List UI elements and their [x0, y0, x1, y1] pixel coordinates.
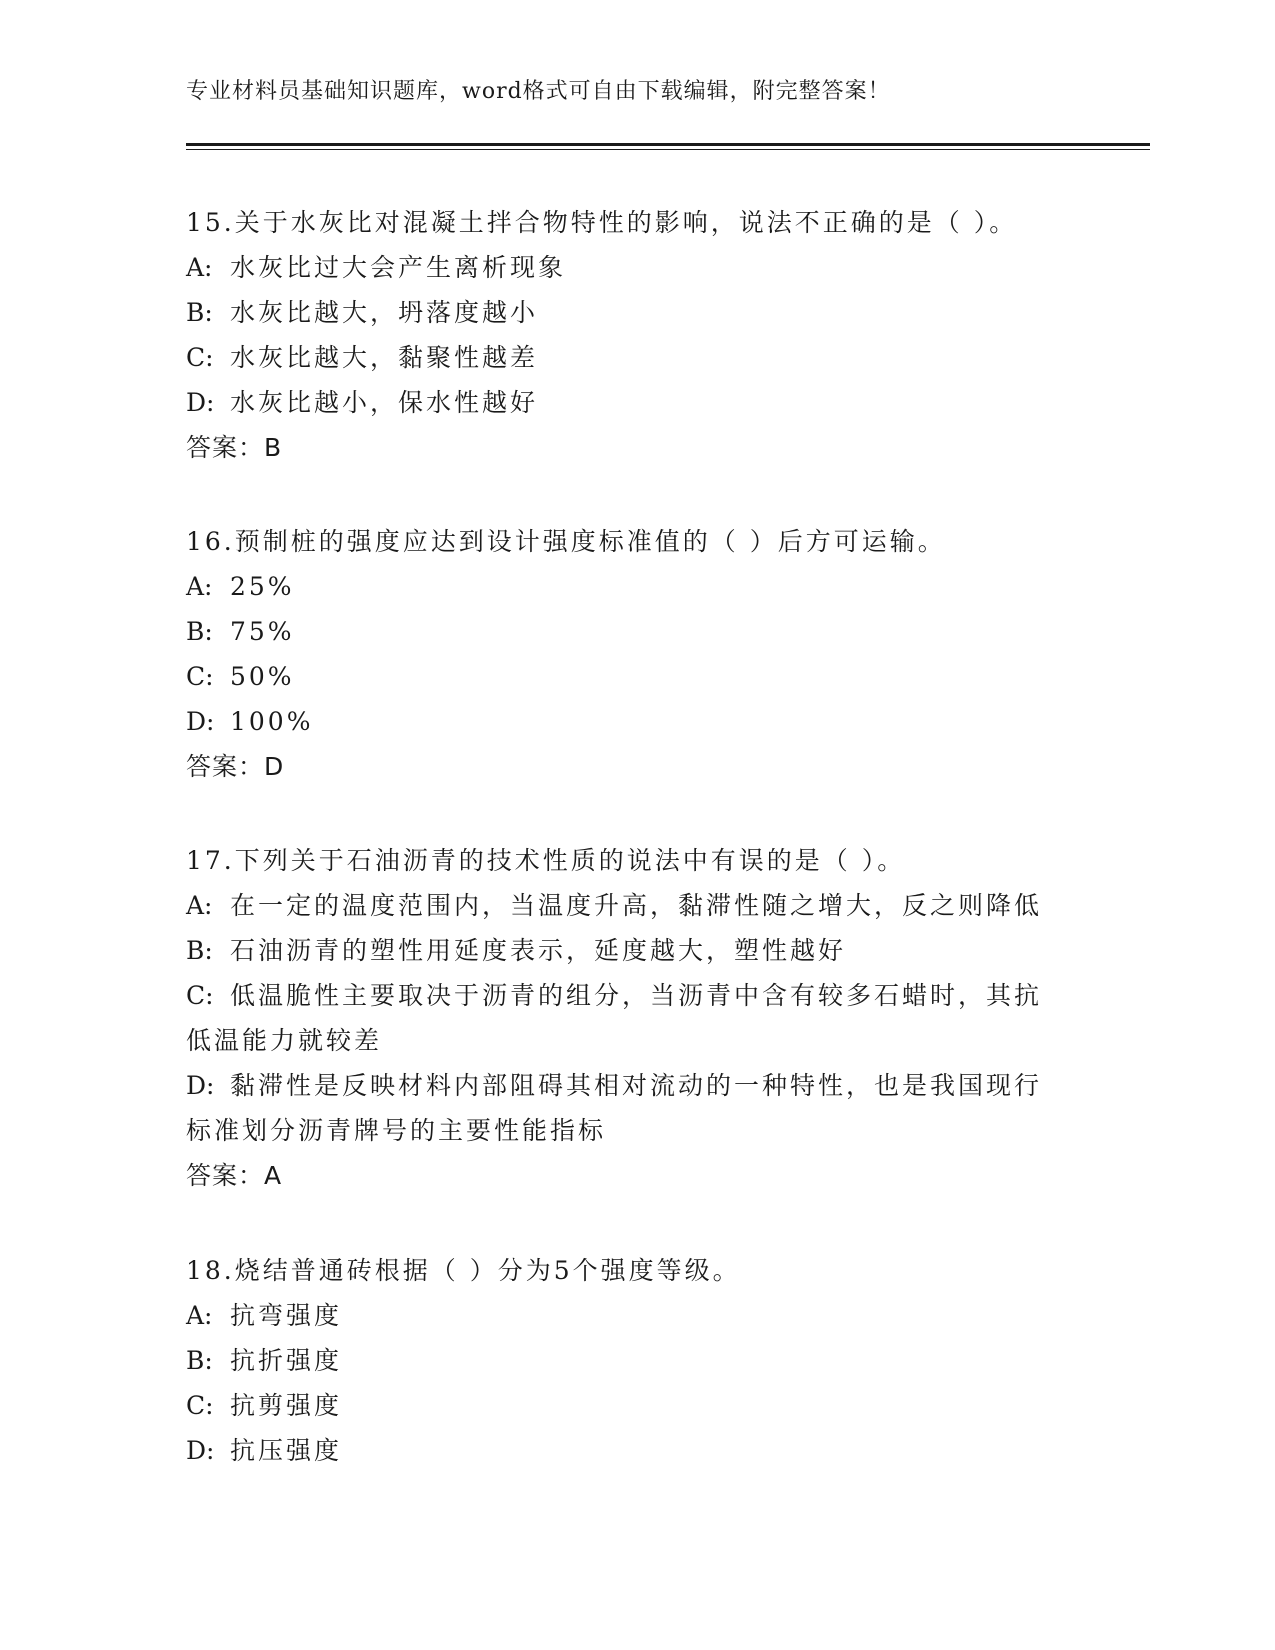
option-text: 抗折强度: [230, 1346, 343, 1375]
question-17: [186, 838, 1086, 1198]
option-b: [186, 928, 1086, 973]
option-d-continuation: 标准划分沥青牌号的主要性能指标: [186, 1116, 607, 1145]
option-text: 抗弯强度: [230, 1301, 343, 1330]
option-d: [186, 699, 1086, 744]
option-text: 在一定的温度范围内，当温度升高，黏滞性随之增大，反之则降低: [230, 891, 1043, 920]
option-prefix: B:: [186, 936, 213, 965]
option-prefix: C:: [186, 662, 214, 691]
option-b: [186, 290, 1086, 335]
option-prefix: B:: [186, 617, 213, 646]
question-stem: 15.关于水灰比对混凝土拌合物特性的影响，说法不正确的是（ ）。: [186, 208, 1018, 237]
option-a: [186, 564, 1086, 609]
question-stem: 18.烧结普通砖根据（ ）分为5个强度等级。: [186, 1256, 741, 1285]
option-prefix: B:: [186, 1346, 213, 1375]
option-prefix: D:: [186, 707, 215, 736]
option-prefix: C:: [186, 1391, 214, 1420]
option-c: [186, 335, 1086, 380]
option-prefix: B:: [186, 298, 213, 327]
question-stem: 17.下列关于石油沥青的技术性质的说法中有误的是（ ）。: [186, 846, 906, 875]
option-prefix: D:: [186, 1436, 215, 1465]
question-16: [186, 519, 1086, 789]
header-divider-thin: [186, 149, 1150, 150]
option-text: 水灰比越小，保水性越好: [230, 388, 539, 417]
option-prefix: A:: [186, 253, 213, 282]
option-text: 水灰比过大会产生离析现象: [230, 253, 567, 282]
option-text: 75%: [230, 617, 295, 646]
answer-line: 答案：A: [186, 1161, 283, 1190]
option-prefix: A:: [186, 891, 213, 920]
option-text: 黏滞性是反映材料内部阻碍其相对流动的一种特性，也是我国现行: [230, 1071, 1043, 1100]
option-text: 25%: [230, 572, 295, 601]
option-b: [186, 1338, 1086, 1383]
option-prefix: A:: [186, 572, 213, 601]
header-divider-thick: [186, 143, 1150, 146]
option-prefix: C:: [186, 981, 214, 1010]
option-text: 抗压强度: [230, 1436, 343, 1465]
question-stem: 16.预制桩的强度应达到设计强度标准值的（ ）后方可运输。: [186, 527, 946, 556]
option-a: [186, 1293, 1086, 1338]
option-text: 低温脆性主要取决于沥青的组分，当沥青中含有较多石蜡时，其抗: [230, 981, 1043, 1010]
option-b: [186, 609, 1086, 654]
option-prefix: A:: [186, 1301, 213, 1330]
option-text: 抗剪强度: [230, 1391, 343, 1420]
option-prefix: D:: [186, 1071, 215, 1100]
page-header: 专业材料员基础知识题库，word格式可自由下载编辑，附完整答案！: [186, 79, 891, 104]
option-c: [186, 973, 1086, 1018]
option-prefix: C:: [186, 343, 214, 372]
option-c-continuation: 低温能力就较差: [186, 1026, 383, 1055]
option-d: [186, 1063, 1086, 1108]
option-text: 50%: [230, 662, 295, 691]
option-a: [186, 883, 1086, 928]
answer-line: 答案：D: [186, 752, 285, 781]
option-d: [186, 1428, 1086, 1473]
option-text: 100%: [230, 707, 314, 736]
option-c: [186, 1383, 1086, 1428]
answer-line: 答案：B: [186, 433, 283, 462]
option-d: [186, 380, 1086, 425]
option-text: 水灰比越大，坍落度越小: [230, 298, 539, 327]
question-15: [186, 200, 1086, 470]
option-c: [186, 654, 1086, 699]
option-a: [186, 245, 1086, 290]
option-text: 水灰比越大，黏聚性越差: [230, 343, 539, 372]
question-18: [186, 1248, 1086, 1473]
option-text: 石油沥青的塑性用延度表示，延度越大，塑性越好: [230, 936, 847, 965]
option-prefix: D:: [186, 388, 215, 417]
